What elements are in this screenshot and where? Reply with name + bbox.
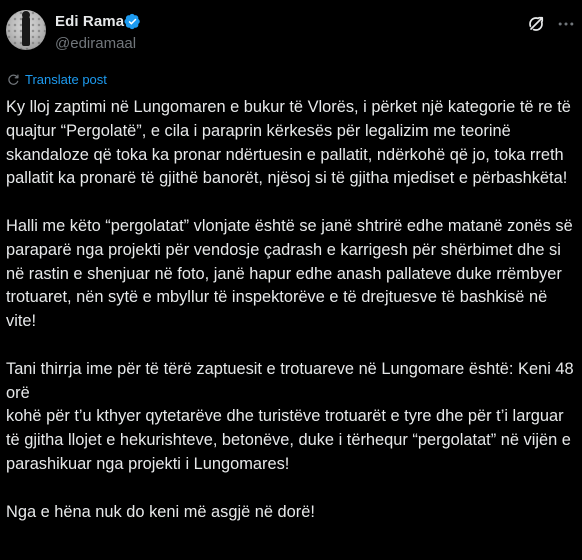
avatar[interactable] — [6, 10, 46, 50]
grok-icon[interactable] — [526, 14, 546, 34]
verified-badge-icon — [124, 13, 141, 30]
post-text — [6, 96, 578, 524]
post-paragraph: Ky lloj zaptimi në Lungomaren e bukur të Vlorës, i përket një kategorie të re të quajtur “Pergolatë”, e cila i paraprin kërkesës për legalizim me teorinë skandaloze që toka ka pronar ndërtuesin e pallatit, ndërkohë që jo, toka rreth pallatit ka pronarë të gjithë banorët, njësoj si të gjitha mjediset e përbashkëta! — [6, 98, 576, 188]
post-paragraph: Nga e hëna nuk do keni më asgjë në dorë! — [6, 502, 315, 521]
translate-post-link[interactable] — [6, 72, 107, 87]
more-options-icon[interactable] — [556, 14, 576, 34]
translate-post-label[interactable]: Translate post — [25, 72, 107, 87]
author-handle[interactable]: @ediramaal — [55, 35, 137, 52]
avatar-figure — [22, 16, 30, 46]
post-paragraph: Tani thirrja ime për të tërë zaptuesit e trotuareve në Lungomare është: Keni 48 orë kohë për t’u kthyer qytetarëve dhe turistëve trotuarët e tyre dhe për t’i larguar të gjitha llojet e hekurishteve, betonëve, duke i tërhequr “pergolatat” në vijën e parashikuar nga projekti i Lungomares! — [6, 359, 574, 473]
translate-icon — [6, 73, 20, 87]
author-name[interactable]: Edi Rama — [55, 13, 125, 30]
post-paragraph: Halli me këto “pergolatat” vlonjate është se janë shtrirë edhe matanë zonës së paraparë nga projekti për vendosje çadrash e karrigesh për shërbimet dhe si në rastin e shenjuar në foto, janë hapur edhe anash pallateve duke rrëmbyer trotuaret, nën sytë e mbyllur të inspektorëve e të drejtuesve të bashkisë në vite! — [6, 216, 578, 331]
